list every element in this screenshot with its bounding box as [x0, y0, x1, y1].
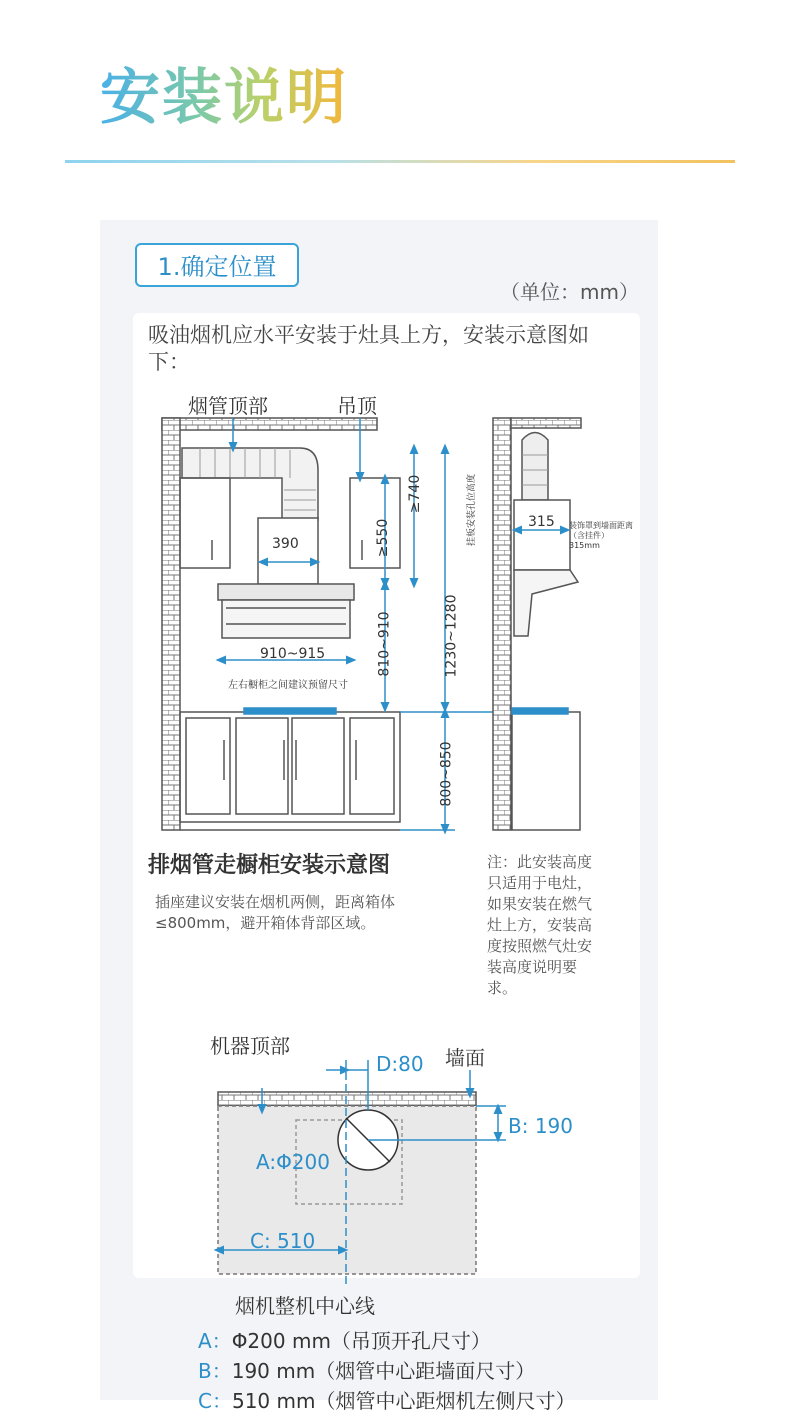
hood-height-dim: 810~910	[376, 611, 393, 677]
center-line-label: 烟机整机中心线	[235, 1294, 375, 1318]
counter-height-dim: 800~850	[438, 741, 455, 807]
wall-label: 墙面	[445, 1046, 485, 1070]
cabinet-gap-note: 左右橱柜之间建议预留尺寸	[228, 680, 348, 691]
height-note: 注：此安装高度只适用于电灶，如果安装在燃气灶上方，安装高度按照燃气灶安装高度说明要求。	[487, 853, 593, 997]
hood-width-dim: 910~915	[260, 646, 326, 662]
side-depth-dim: 315	[528, 514, 555, 530]
machine-top-label: 机器顶部	[210, 1034, 290, 1058]
duct-width-dim: 390	[272, 536, 299, 552]
duct-top-label: 烟管顶部	[188, 394, 268, 418]
unit-label: （单位：mm）	[500, 280, 639, 304]
dim-d: D:80	[376, 1052, 424, 1076]
total-height-dim: 1230~1280	[443, 594, 460, 678]
legend-item-a: A：Φ200 mm（吊顶开孔尺寸）	[198, 1329, 491, 1353]
legend-item-c: C：510 mm（烟管中心距烟机左侧尺寸）	[198, 1389, 576, 1413]
to-ceiling-dim: ≥550	[375, 518, 392, 558]
cabinet-section-title: 排烟管走橱柜安装示意图	[148, 853, 391, 878]
intro-text: 吸油烟机应水平安装于灶具上方，安装示意图如下：	[148, 323, 589, 374]
ceiling-label: 吊顶	[337, 394, 377, 418]
legend-item-b: B：190 mm（烟管中心距墙面尺寸）	[198, 1359, 536, 1383]
dim-a: A:Φ200	[256, 1150, 330, 1174]
page-title: 安装说明	[100, 63, 348, 133]
front-view-drawing	[162, 418, 400, 830]
cabinet-section-desc: 插座建议安装在烟机两侧，距离箱体≤800mm，避开箱体背部区域。	[155, 893, 396, 932]
side-depth-note: 装饰罩到墙面距离（含挂件）315mm	[569, 521, 633, 550]
step-heading: 1.确定位置	[135, 243, 299, 287]
side-view-drawing	[493, 418, 581, 830]
dim-b: B: 190	[508, 1114, 573, 1138]
board-note: 挂板安装孔位高度	[467, 474, 478, 547]
dim-c: C: 510	[250, 1229, 316, 1253]
board-height-dim: ≥740	[407, 474, 424, 514]
